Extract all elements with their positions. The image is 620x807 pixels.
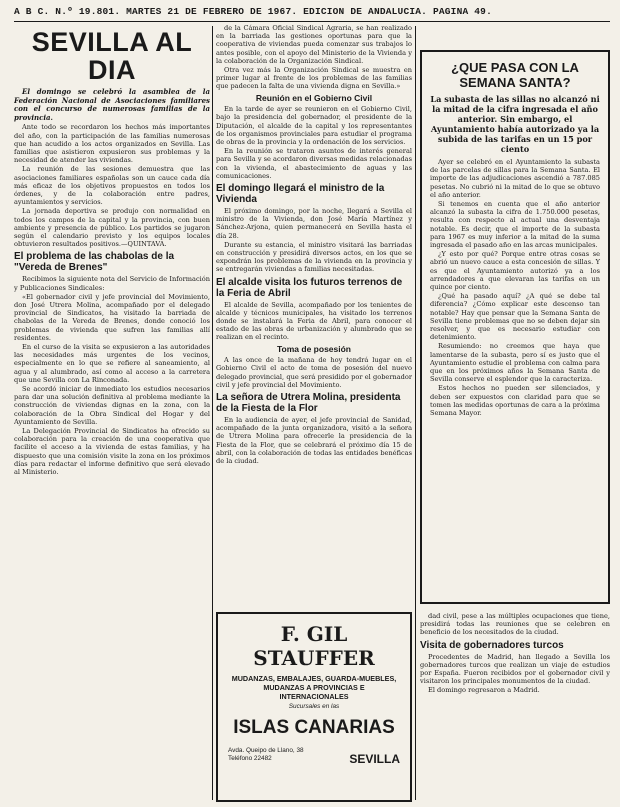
article-headline-turcos: Visita de gobernadores turcos <box>420 639 564 651</box>
article-headline-chabolas: El problema de las chabolas de la "Vereda de Brenes" <box>14 251 175 274</box>
paragraph: Estos hechos no pueden ser silenciados, y deben ser expuestos con claridad para que se tomen las medidas oportunas de cara a la próxima Semana Mayor. <box>430 384 600 418</box>
ad-branch-label: Sucursales en las <box>288 703 340 710</box>
ad-contact <box>228 747 304 763</box>
box-subtitle: La subasta de las sillas no alcanzó ni la mitad de la cifra ingresada el año anterior. Sin embargo, el Ayuntamiento había autorizado ya la subida de las tarifas en un 15 por ciento <box>430 94 600 154</box>
article-headline-senora: La señora de Utrera Molina, presidenta de la Fiesta de la Flor <box>216 391 401 414</box>
paragraph: Se acordó iniciar de inmediato los estudios necesarios para dar una solución definitiva al problema mediante la construcción de viviendas dignas en la zona, con la colaboración de la Obra Sindical del Hogar y del Ayuntamiento de Sevilla. <box>14 385 210 426</box>
ad-phone: Teléfono 22482 <box>228 755 272 762</box>
lede: El domingo se celebró la asamblea de la Federación Nacional de Asociaciones familiares con el concurso de numerosas familias de la provincia. <box>14 87 210 122</box>
paragraph: La jornada deportiva se produjo con normalidad en todos los campos de la capital y la provincia, con buen ambiente y presencia de público. Los partidos se jugaron según el calendario previsto y los equipos locales obtuvieron resultados positivos.—QUINTAVA. <box>14 207 210 249</box>
column-divider <box>212 26 213 800</box>
column-right-tail <box>420 612 610 800</box>
section-title: SEVILLA AL DIA <box>31 27 193 85</box>
paragraph: de la Cámara Oficial Sindical Agraria, se han realizado en la barriada las gestiones oportunas para que la cooperativa de viviendas pueda comenzar sus trabajos lo antes posible, con el apoyo del Ministerio de la Vivienda y la colaboración de la Organización Sindical. <box>216 24 412 65</box>
paragraph: Recibimos la siguiente nota del Servicio de Información y Publicaciones Sindicales: <box>14 275 210 292</box>
paragraph: En el curso de la visita se expusieron a las autoridades las necesidades más urgentes de los vecinos, especialmente en lo que se refiere al saneamiento, al agua y al alumbrado, así como al acceso a la carretera que une Sevilla con La Rinconada. <box>14 343 210 384</box>
paragraph: A las once de la mañana de hoy tendrá lugar en el Gobierno Civil el acto de toma de posesión del nuevo delegado provincial, que será presidido por el gobernador civil y jefe provincial del Movimiento. <box>216 356 412 389</box>
ad-city: SEVILLA <box>349 752 400 766</box>
article-headline-alcalde: El alcalde visita los futuros terrenos de la Feria de Abril <box>216 276 403 299</box>
paragraph: ¿Qué ha pasado aquí? ¿A qué se debe tal diferencia? ¿Cómo explicar este descenso tan notable? Hay que pensar que la Semana Santa de Sevilla tiene problemas que no se deben dejar sin resolver, y que es necesario estudiar con detenimiento. <box>430 292 600 342</box>
ad-footer <box>228 747 400 766</box>
advertisement-gil-stauffer <box>216 612 412 802</box>
header-rule <box>14 21 610 22</box>
paragraph: En la tarde de ayer se reunieron en el Gobierno Civil, bajo la presidencia del gobernador, el presidente de la Diputación, el alcalde de la capital y los representantes de los organismos provinciales para estudiar el programa de obras de la provincia y la ordenación de los servicios. <box>216 105 412 146</box>
page-header: A B C. N.º 19.801. MARTES 21 DE FEBRERO DE 1967. EDICION DE ANDALUCIA. PAGINA 49. <box>14 6 492 17</box>
paragraph: La Delegación Provincial de Sindicatos ha ofrecido su colaboración para la creación de una cooperativa que facilite el acceso a la vivienda de estas familias, y ha dispuesto que una comisión visite la zona en los próximos días para redactar el informe definitivo que será elevado al Ministerio. <box>14 427 210 477</box>
ad-address: Avda. Queipo de Llano, 38 <box>228 747 304 754</box>
box-headline: ¿QUE PASA CON LA SEMANA SANTA? <box>451 60 579 90</box>
article-headline-toma: Toma de posesión <box>277 343 351 354</box>
paragraph: En la audiencia de ayer, el jefe provincial de Sanidad, acompañado de la junta organizadora, visitó a la señora de Utrera Molina para ofrecerle la presidencia de la Fiesta de la Flor, que se celebrará el próximo día 15 de abril, con la colaboración de todas las entidades benéficas de la ciudad. <box>216 415 412 465</box>
ad-islands: ISLAS CANARIAS <box>233 717 395 738</box>
paragraph: Resumiendo: no creemos que haya que lamentarse de la subasta, pero sí es justo que el Ayuntamiento estudie el problema con calma para que en los próximos años la Semana Santa de Sevilla conserve el esplendor que la caracteriza. <box>430 342 600 384</box>
paragraph: El próximo domingo, por la noche, llegará a Sevilla el ministro de la Vivienda, don José María Martínez y Sánchez-Arjona, quien permanecerá en Sevilla hasta el día 28. <box>216 206 412 240</box>
paragraph: Si tenemos en cuenta que el año anterior alcanzó la subasta la cifra de 1.750.000 pesetas, resulta con respecto al actual una desventaja notable. Es decir, que el importe de la subasta para 1967 es muy inferior a la mitad de la suma ingresada el pasado año en las arcas municipales. <box>430 200 600 250</box>
paragraph: Procedentes de Madrid, han llegado a Sevilla los gobernadores turcos que realizan un viaje de estudios por España. Fueron recibidos por el gobernador civil y visitaron los principales monumentos de la ciudad. <box>420 652 610 686</box>
column-divider <box>415 26 416 800</box>
ad-services: MUDANZAS, EMBALAJES, GUARDA-MUEBLES, MUDANZAS A PROVINCIAS E INTERNACIONALES <box>231 674 397 701</box>
paragraph: «El gobernador civil y jefe provincial del Movimiento, don José Utrera Molina, acompañado por el delegado provincial de Sindicatos, ha visitado la barriada de chabolas de la Vereda de Brenes, donde conoció los problemas de vivienda que sufren las familias allí residentes. <box>14 292 210 342</box>
paragraph: ¿Y esto por qué? Porque entre otras cosas se abrió un nuevo cauce a esta concesión de sillas. Y es que el Ayuntamiento autorizó ya a los arrendadores a que elevaran las tarifas en un quince por ciento. <box>430 250 600 292</box>
boxed-article-semana-santa <box>420 50 610 604</box>
paragraph: El alcalde de Sevilla, acompañado por los tenientes de alcalde y técnicos municipales, ha visitado los terrenos donde se instalará la Feria de Abril, para conocer el estado de las obras de urbanización y alumbrado que se realizan en el recinto. <box>216 300 412 342</box>
article-headline-ministro: El domingo llegará el ministro de la Vivienda <box>216 182 385 205</box>
paragraph: Otra vez más la Organización Sindical se muestra en primer lugar al frente de los problemas de las familias que padecen la falta de una vivienda digna en Sevilla.» <box>216 66 412 91</box>
ad-brand: F. GIL STAUFFER <box>253 622 375 670</box>
paragraph: Ante todo se recordaron los hechos más importantes del año, con la participación de las familias numerosas que han acudido a los actos organizados en Sevilla. Las familias que asistieron expusieron sus problemas y la necesidad de atender las viviendas. <box>14 123 210 165</box>
article-headline-reunion: Reunión en el Gobierno Civil <box>255 92 373 103</box>
paragraph: dad civil, pese a las múltiples ocupaciones que tiene, presidirá todas las reuniones que se celebren en beneficio de los necesitados de la ciudad. <box>420 612 610 637</box>
column-middle <box>216 24 412 610</box>
paragraph: Durante su estancia, el ministro visitará las barriadas en construcción y presidirá diversos actos, en los que se expondrán los problemas de la vivienda en la provincia y se entregarán viviendas a familias necesitadas. <box>216 240 412 274</box>
paragraph: Ayer se celebró en el Ayuntamiento la subasta de las parcelas de sillas para la Semana Santa. El importe de las adjudicaciones ascendió a 787.085 pesetas. No cubrió ni la mitad de lo que se obtuvo el año anterior. <box>430 158 600 199</box>
paragraph: La reunión de las sesiones demuestra que las asociaciones familiares españolas son un cauce cada día más eficaz de los objetivos propuestos en todos los órdenes, y de la colaboración entre padres, ayuntamientos y servicios. <box>14 165 210 207</box>
paragraph: El domingo regresaron a Madrid. <box>428 686 540 695</box>
column-left <box>14 24 210 800</box>
paragraph: En la reunión se trataron asuntos de interés general para Sevilla y se acordaron diversas medidas relacionadas con la vivienda, el abastecimiento de aguas y las comunicaciones. <box>216 147 412 180</box>
